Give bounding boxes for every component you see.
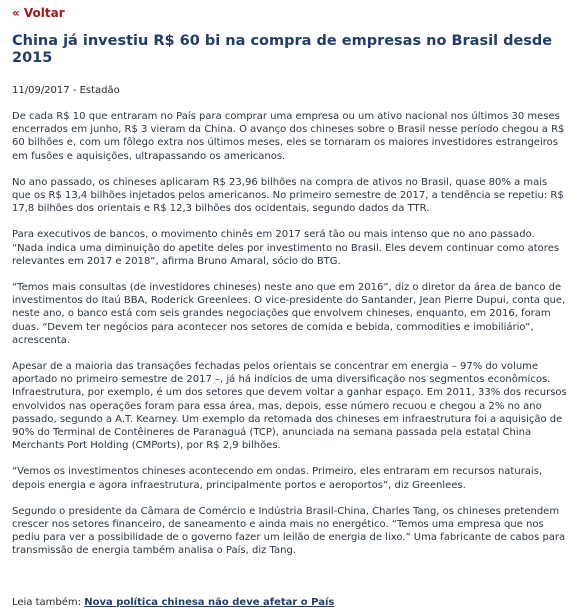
article-paragraph: No ano passado, os chineses aplicaram R$ 23,96 bilhões na compra de ativos no Brasil, quase 80% a mais que os R$ 13,4 bilhões injetados pelos americanos. No primeiro semestre de 2017, a tendência se repetiu: R$ 17,8 bilhões dos orientais e R$ 12,3 bilhões dos ocidentais, segundo dados da TTR. (12, 176, 564, 215)
article-paragraph: Apesar de a maioria das transações fechadas pelos orientais se concentrar em energia – 97% do volume aportado no primeiro semestre de 2017 –, já há indícios de uma diversificação nos segmentos econômicos. Infraestrutura, por exemplo, é um dos setores que devem voltar a ganhar espaço. Em 2011, 33% dos recursos envolvidos nas operações foram para essa área, mas, depois, esse número recuou e chegou a 2% no ano passado, segundo a A.T. Kearney. Um exemplo da retomada dos chineses em infraestrutura foi a aquisição de 90% do Terminal de Contêineres de Paranaguá (TCP), anunciada na semana passada pela estatal China Merchants Port Holding (CMPorts), por R$ 2,9 bilhões. (12, 361, 567, 452)
article-paragraph: “Vemos os investimentos chineses acontecendo em ondas. Primeiro, eles entraram em recursos naturais, depois energia e agora infraestrutura, principalmente portos e aeroportos”, diz Greenlees. (12, 466, 543, 491)
see-also (12, 597, 334, 608)
see-also-prefix: Leia também: (12, 597, 82, 608)
article-paragraph: Para executivos de bancos, o movimento chinês em 2017 será tão ou mais intenso que no ano passado. “Nada indica uma diminuição do apetite deles por investimento no Brasil. Eles devem continuar como atores relevantes em 2017 e 2018”, afirma Bruno Amaral, sócio do BTG. (12, 229, 560, 267)
article-title: China já investiu R$ 60 bi na compra de empresas no Brasil desde 2015 (12, 33, 553, 66)
article-paragraph: “Temos mais consultas (de investidores chineses) neste ano que em 2016”, diz o diretor da área de banco de investimentos do Itaú BBA, Roderick Greenlees. O vice-presidente do Santander, Jean Pierre Dupui, conta que, neste ano, o banco está com seis grandes negociações que envolvem chineses, enquanto, em 2016, foram duas. “Devem ter negócios para acontecer nos setores de comida e bebida, commodities e imobiliário”, acrescenta. (12, 282, 566, 346)
article-paragraph: De cada R$ 10 que entraram no País para comprar uma empresa ou um ativo nacional nos últimos 30 meses encerrados em junho, R$ 3 vieram da China. O avanço dos chineses sobre o Brasil nesse período chegou a R$ 60 bilhões e, com um fôlego extra nos últimos meses, eles se tornaram os maiores investidores estrangeiros em fusões e aquisições, ultrapassando os americanos. (12, 111, 565, 162)
article-body (12, 110, 568, 571)
back-link[interactable]: « Voltar (12, 6, 65, 20)
article-paragraph: Segundo o presidente da Câmara de Comércio e Indústria Brasil-China, Charles Tang, os chineses pretendem crescer nos setores financeiro, de saneamento e ainda mais no energético. “Temos uma empresa que nos pediu para ver a possibilidade de o governo fazer um leilão de energia de lixo.” Uma fabricante de cabos para transmissão de energia também analisa o País, diz Tang. (12, 505, 566, 557)
see-also-link[interactable]: Nova política chinesa não deve afetar o País (84, 597, 335, 608)
article-dateline: 11/09/2017 - Estadão (12, 85, 120, 96)
